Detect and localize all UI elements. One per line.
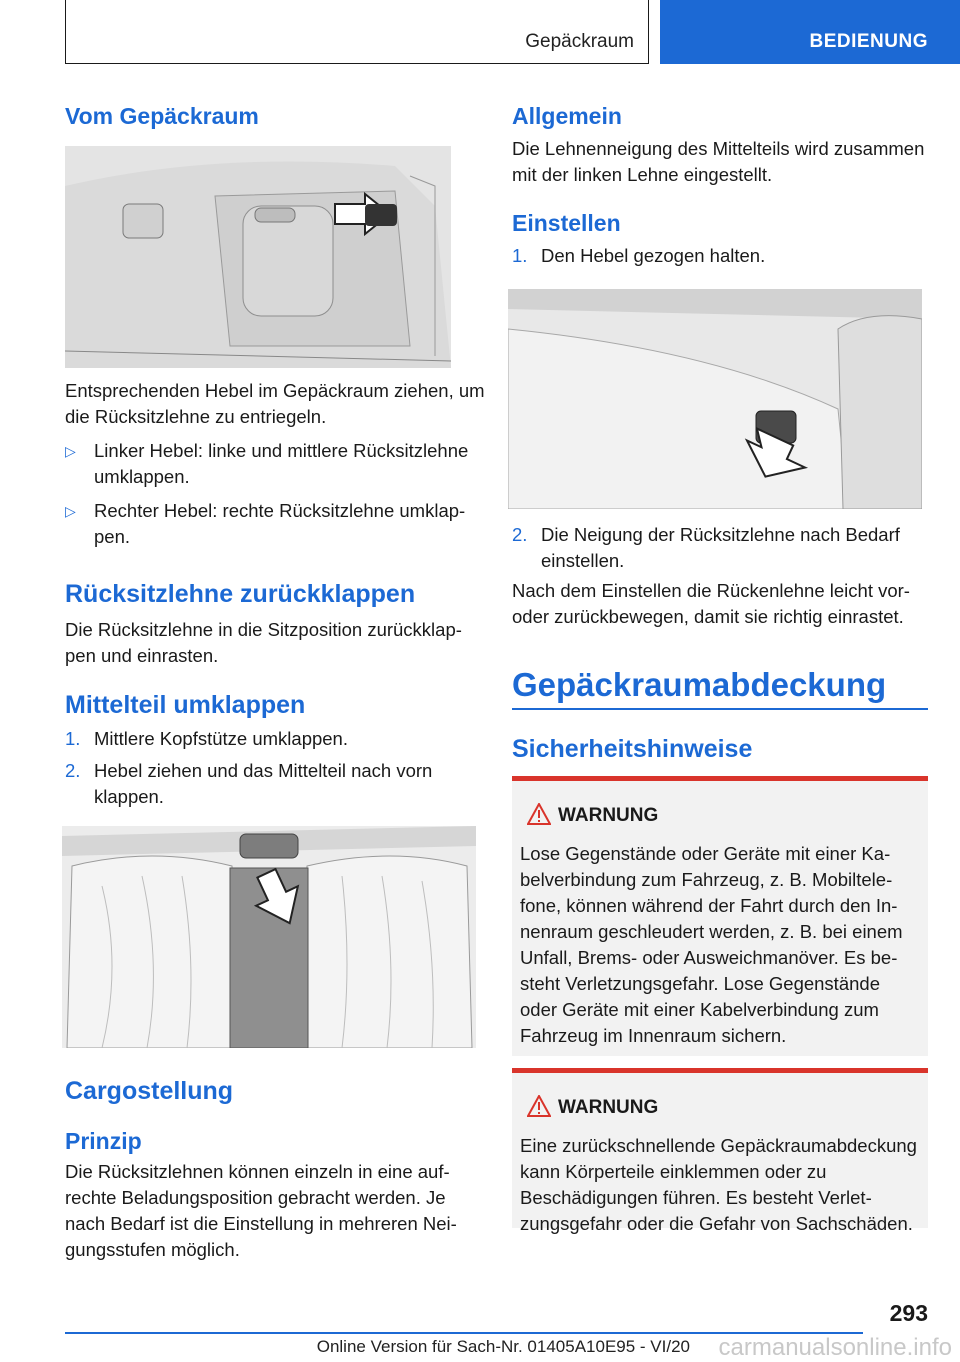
step-text: Die Neigung der Rücksitzlehne nach Bedarf einstellen. [541, 524, 900, 571]
left-column [65, 103, 485, 130]
step-number: 2. [65, 760, 81, 781]
warning-triangle-icon [527, 1095, 551, 1117]
trunk-lever-illustration [65, 146, 451, 368]
warning-title: WARNUNG [558, 1097, 659, 1118]
triangle-bullet-icon: ▷ [65, 503, 76, 519]
list-item [65, 758, 485, 810]
heading-sicherheitshinweise: Sicherheitshinweise [512, 735, 753, 763]
left-text-block-1 [65, 378, 485, 550]
left-text-block-3 [65, 1077, 485, 1263]
warning-title: WARNUNG [558, 805, 659, 826]
rear-seat-illustration [62, 826, 476, 1048]
text-prinzip: Die Rücksitzlehnen können einzeln in eine aufrechte Beladungsposition gebracht werden. Je nach Bedarf ist die Einstellung in mehreren Neigungsstufen möglich. [65, 1161, 457, 1260]
triangle-bullet-icon: ▷ [65, 443, 76, 459]
bullet-text: Linker Hebel: linke und mittlere Rücksitzlehne umklappen. [94, 440, 469, 487]
text-allgemein: Die Lehnenneigung des Mittelteils wird zusammen mit der linken Lehne eingestellt. [512, 138, 925, 185]
step-text: Hebel ziehen und das Mittelteil nach vorn klappen. [94, 760, 433, 807]
heading-cargostellung: Cargostellung [65, 1077, 234, 1105]
warning-header [512, 1095, 928, 1125]
warning-text: Lose Gegenstände oder Geräte mit einer Kabelverbindung zum Fahrzeug, z. B. Mobiltelefone, können während der Fahrt durch den Innenraum geschleudert werden, z. B. bei einem Unfall, Brems- oder Ausweichmanöver. Es besteht Verletzungsgefahr. Lose Gegenstände oder Geräte mit einer Kabelverbindung zum Fahrzeug im Innenraum sichern. [520, 843, 903, 1046]
heading-vom-gepaeckraum: Vom Gepäckraum [65, 103, 259, 129]
step-text: Mittlere Kopfstütze umklappen. [94, 728, 348, 749]
heading-prinzip: Prinzip [65, 1128, 142, 1154]
header-section-title: Gepäckraum [525, 31, 634, 52]
figure-rear-seat [62, 826, 476, 1048]
warning-box [512, 1068, 928, 1234]
heading-allgemein: Allgemein [512, 103, 622, 129]
step-text: Den Hebel gezogen halten. [541, 245, 766, 266]
text-nach-dem-einstellen: Nach dem Einstellen die Rückenlehne leicht vor- oder zurückbewegen, damit sie richtig einrastet. [512, 580, 910, 627]
list-item [65, 498, 485, 550]
figure-lever-pull [508, 289, 922, 509]
list-item [512, 243, 928, 269]
step-number: 1. [512, 245, 528, 266]
bullet-text: Rechter Hebel: rechte Rücksitzlehne umklappen. [94, 500, 466, 547]
header-tab-label: BEDIENUNG [809, 31, 928, 52]
watermark: carmanualsonline.info [718, 1334, 952, 1361]
heading-gepaeckraumabdeckung: Gepäckraumabdeckung [512, 666, 887, 703]
step-number: 1. [65, 728, 81, 749]
lever-pull-illustration [508, 289, 922, 509]
heading-ruecksitzlehne-zurueckklappen: Rücksitzlehne zurückklappen [65, 580, 416, 608]
list-item [65, 726, 485, 752]
heading-mittelteil-umklappen: Mittelteil umklappen [65, 691, 306, 719]
header-frame [65, 0, 649, 64]
page-number: 293 [889, 1300, 928, 1326]
header-tab-bedienung[interactable] [660, 0, 960, 64]
warning-box [512, 776, 928, 1056]
warning-header [512, 803, 928, 833]
footer-online-version: Online Version für Sach-Nr. 01405A10E95 - VI/20 [316, 1337, 690, 1356]
step-number: 2. [512, 524, 528, 545]
heading-einstellen: Einstellen [512, 210, 621, 236]
right-heading-block-2 [512, 735, 928, 764]
section-divider [512, 708, 928, 710]
right-text-block-1 [512, 103, 928, 269]
warning-triangle-icon [527, 803, 551, 825]
list-item [65, 438, 485, 490]
right-heading-block [512, 666, 928, 704]
warning-text: Eine zurückschnellende Gepäckraumabdeckung kann Körperteile einklemmen oder zu Beschädigungen führen. Es besteht Verletzungsgefahr oder die Gefahr von Sachschäden. [520, 1135, 917, 1234]
list-item [512, 522, 928, 574]
left-text-block-2 [65, 580, 485, 810]
text-zurueckklappen: Die Rücksitzlehne in die Sitzposition zurückklappen und einrasten. [65, 619, 462, 666]
right-text-block-2 [512, 522, 928, 630]
text-hebel-ziehen: Entsprechenden Hebel im Gepäckraum ziehen, um die Rücksitzlehne zu entriegeln. [65, 380, 485, 427]
figure-trunk-lever [65, 146, 451, 368]
